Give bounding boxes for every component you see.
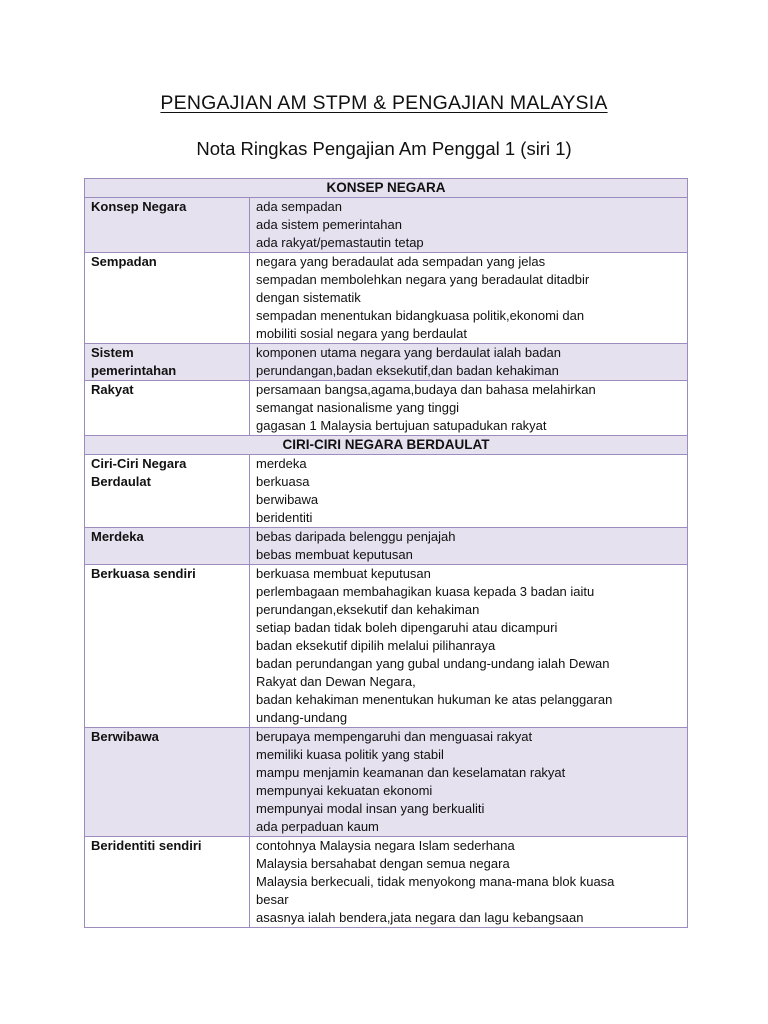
table-row	[85, 253, 688, 344]
description-cell	[250, 728, 688, 837]
document-subtitle: Nota Ringkas Pengajian Am Penggal 1 (siri 1)	[196, 138, 572, 159]
description-line: badan kehakiman menentukan hukuman ke atas pelanggaran	[256, 692, 613, 707]
description-line: bebas daripada belenggu penjajah	[256, 529, 456, 544]
description-line: mampu menjamin keamanan dan keselamatan rakyat	[256, 765, 566, 780]
section-heading: KONSEP NEGARA	[85, 179, 688, 198]
term-cell	[85, 253, 250, 344]
description-line: sempadan menentukan bidangkuasa politik,ekonomi dan	[256, 308, 585, 323]
notes-body	[85, 179, 688, 928]
description-cell	[250, 344, 688, 381]
section-heading: CIRI-CIRI NEGARA BERDAULAT	[85, 436, 688, 455]
description-line: perundangan,badan eksekutif,dan badan kehakiman	[256, 363, 559, 378]
table-row	[85, 344, 688, 381]
description-line: gagasan 1 Malaysia bertujuan satupadukan rakyat	[256, 418, 547, 433]
description-line: Rakyat dan Dewan Negara,	[256, 674, 416, 689]
description-cell	[250, 381, 688, 436]
term-text: Beridentiti sendiri	[91, 838, 202, 853]
description-cell	[250, 455, 688, 528]
description-line: berkuasa membuat keputusan	[256, 566, 431, 581]
description-line: perundangan,eksekutif dan kehakiman	[256, 602, 480, 617]
description-line: beridentiti	[256, 510, 313, 525]
description-line: merdeka	[256, 456, 307, 471]
table-row	[85, 455, 688, 528]
description-cell	[250, 528, 688, 565]
description-line: sempadan membolehkan negara yang beradaulat ditadbir	[256, 272, 590, 287]
description-line: persamaan bangsa,agama,budaya dan bahasa melahirkan	[256, 382, 596, 397]
description-line: ada sempadan	[256, 199, 343, 214]
term-cell	[85, 728, 250, 837]
notes-table	[84, 178, 688, 928]
description-cell	[250, 198, 688, 253]
table-row	[85, 528, 688, 565]
description-line: undang-undang	[256, 710, 348, 725]
term-text: Sistem	[91, 345, 134, 360]
term-cell	[85, 344, 250, 381]
term-text: Berdaulat	[91, 474, 151, 489]
description-cell	[250, 565, 688, 728]
section-header-row	[85, 179, 688, 198]
term-text: Berkuasa sendiri	[91, 566, 196, 581]
description-line: mempunyai modal insan yang berkualiti	[256, 801, 485, 816]
description-line: semangat nasionalisme yang tinggi	[256, 400, 460, 415]
description-line: perlembagaan membahagikan kuasa kepada 3 badan iaitu	[256, 584, 595, 599]
term-cell	[85, 565, 250, 728]
term-cell	[85, 198, 250, 253]
description-line: dengan sistematik	[256, 290, 361, 305]
document-title: PENGAJIAN AM STPM & PENGAJIAN MALAYSIA	[160, 92, 608, 114]
term-text: Konsep Negara	[91, 199, 187, 214]
description-line: komponen utama negara yang berdaulat ialah badan	[256, 345, 562, 360]
section-header-row	[85, 436, 688, 455]
description-line: memiliki kuasa politik yang stabil	[256, 747, 444, 762]
description-line: Malaysia berkecuali, tidak menyokong mana-mana blok kuasa	[256, 874, 615, 889]
table-row	[85, 198, 688, 253]
description-line: ada perpaduan kaum	[256, 819, 379, 834]
description-line: ada sistem pemerintahan	[256, 217, 402, 232]
description-line: ada rakyat/pemastautin tetap	[256, 235, 424, 250]
term-text: Rakyat	[91, 382, 134, 397]
description-line: bebas membuat keputusan	[256, 547, 413, 562]
description-line: berkuasa	[256, 474, 310, 489]
description-cell	[250, 253, 688, 344]
description-line: setiap badan tidak boleh dipengaruhi atau dicampuri	[256, 620, 558, 635]
description-line: berupaya mempengaruhi dan menguasai rakyat	[256, 729, 533, 744]
term-text: Merdeka	[91, 529, 144, 544]
description-line: badan perundangan yang gubal undang-undang ialah Dewan	[256, 656, 610, 671]
term-cell	[85, 837, 250, 928]
term-text: Berwibawa	[91, 729, 159, 744]
table-row	[85, 381, 688, 436]
description-line: besar	[256, 892, 289, 907]
description-line: contohnya Malaysia negara Islam sederhana	[256, 838, 515, 853]
term-cell	[85, 455, 250, 528]
table-row	[85, 565, 688, 728]
term-text: Sempadan	[91, 254, 157, 269]
description-line: berwibawa	[256, 492, 319, 507]
table-row	[85, 837, 688, 928]
description-line: badan eksekutif dipilih melalui pilihanraya	[256, 638, 496, 653]
term-text: pemerintahan	[91, 363, 177, 378]
table-row	[85, 728, 688, 837]
description-line: Malaysia bersahabat dengan semua negara	[256, 856, 510, 871]
description-line: negara yang beradaulat ada sempadan yang jelas	[256, 254, 546, 269]
description-cell	[250, 837, 688, 928]
term-text: Ciri-Ciri Negara	[91, 456, 187, 471]
term-cell	[85, 381, 250, 436]
description-line: mobiliti sosial negara yang berdaulat	[256, 326, 468, 341]
description-line: mempunyai kekuatan ekonomi	[256, 783, 433, 798]
description-line: asasnya ialah bendera,jata negara dan lagu kebangsaan	[256, 910, 584, 925]
term-cell	[85, 528, 250, 565]
